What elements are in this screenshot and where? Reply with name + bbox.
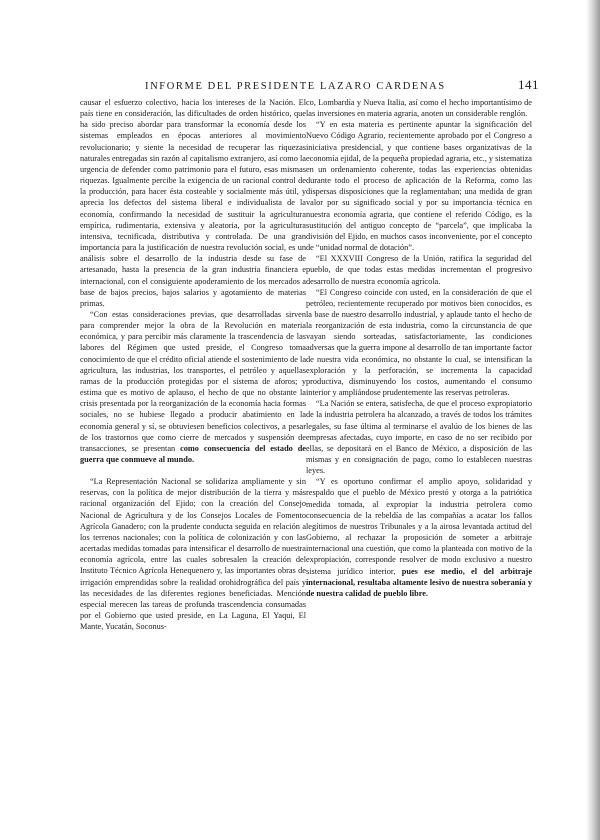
paragraph: “La Representación Nacional se solidariza ampliamente y sin reservas, con la política de mejor distribución de la tierra y más racional organización del Ejido; con la creación del Consejo Nacional de Agricultura y de los Consejos Locales de Fomento Agrícola Ganadero; con la prudente conducta seguida en relación a los terrenos nacionales; con la política de colonización y con las acertadas medidas tomadas para intensificar el desarrollo de nuestra economía agrícola, entre las cuales sobresalen la creación del Instituto Técnico Agrícola Henequenero y, las importantes obras de irrigación emprendidas sobre la realidad orohidrográfica del país y las necesidades de las diferentes regiones beneficiadas. Mención especial merecen las tareas de profunda trascendencia consumadas por el Gobierno que usted preside, en La Laguna, El Yaqui, El Mante, Yucatán, Soconus- (80, 477, 306, 632)
paragraph-bold-text: como consecuencia del estado de guerra que conmueve al mundo. (80, 443, 306, 464)
paragraph-bold-text: pues ese medio, el del arbitraje internacional, resultaba altamente lesivo de nuestra soberanía y de nuestra calidad de pueblo libre. (306, 566, 532, 598)
left-column (80, 97, 306, 632)
paragraph: “Y en esta materia es pertinente apuntar la significación del Nuevo Código Agrario, recientemente aprobado por el Congreso a iniciativa presidencial, y que contiene bases organizativas de la economía ejidal, de la pequeña propiedad agraria, etc., y sistematiza en un ordenamiento coherente, todas las experiencias obtenidas durante todo el proceso de aplicación de la Reforma, como las dispersas disposiciones que la reglamentaban; una medida de gran valor por su significado social y por su importancia técnica en nuestra economía agraria, que contiene el referido Código, es la sustitución del antiguo concepto de “parcela”, que implicaba la división del Ejido, en muchos casos inconveniente, por el concepto de “unidad normal de dotación”. (306, 120, 532, 253)
paragraph: “El Congreso coincide con usted, en la consideración de que el petróleo, recientemente recuperado por motivos bien conocidos, es la base de nuestro desarrollo industrial, y aplaude tanto el hecho de la reorganización de esta industria, como la circunstancia de que vayan siendo sorteadas, satisfactoriamente, las condiciones adversas que la guerra impone al desarrollo de tan importante factor de nuestra vida económica, no obstante lo cual, se intensifican la exploración y la perforación, se incrementa la capacidad productiva, disminuyendo los costos, aumentando el consumo interior y ampliándose prudentemente las reservas petroleras. (306, 287, 532, 398)
paragraph: “El XXXVIII Congreso de la Unión, ratifica la seguridad del pueblo, de que todas estas medidas incrementan el progresivo desarrollo de nuestra economía agrícola. (306, 254, 532, 286)
paragraph-text: “Y es oportuno confirmar el amplio apoyo, solidaridad y respaldo que el pueblo de México prestó y otorga a la patriótica medida tomada, al expropiar la industria petrolera como consecuencia de la rebeldía de las compañías a acatar los fallos legítimos de nuestros Tribunales y a la airosa levantada actitud del Gobierno, al rechazar la proposición de someter a arbitraje internacional una cuestión, que como la planteada con motivo de la expropiación, corresponde resolver de modo exclusivo a nuestro sistema jurídico interior, (306, 477, 532, 576)
paragraph: co, Lombardía y Nueva Italia, así como el hecho importantísimo de las inversiones en materia agraria, anoten un considerable renglón. (306, 98, 532, 119)
right-column (306, 97, 532, 599)
paragraph-text: “Con estas consideraciones previas, que desarrolladas sirven para comprender mejor la obra de la Revolución en materia económica, y para percibir más claramente la trascendencia de las labores del Régimen que usted preside, el Congreso toma conocimiento de que el crédito oficial atiende el sostenimiento de la agricultura, las industrias, los transportes, el petróleo y aquellas ramas de la producción protegidas por el sistema de aforos; y estima que es motivo de aplauso, el hecho de que no obstante la crisis presentada por la reorganización de la economía hacia formas sociales, no se hubiese llegado a producir abatimiento en la economía general y sí, se obtuviesen beneficios colectivos, a pesar de los trastornos que como cierre de mercados y suspensión de transacciones, se presentan (80, 309, 306, 453)
scan-edge-shadow (586, 0, 600, 840)
running-title: INFORME DEL PRESIDENTE LAZARO CARDENAS (145, 81, 446, 92)
paragraph: “La Nación se entera, satisfecha, de que el proceso expropiatorio de la industria petrolera ha alcanzado, a través de todos los trámites legales, su fase última al terminarse el avalúo de los bienes de las empresas afectadas, cuyo importe, en caso de no ser recibido por ellas, se depositará en el Banco de México, a disposición de las mismas y en consignación de pago, como lo establecen nuestras leyes. (306, 399, 532, 476)
paragraph (306, 476, 532, 599)
page-number: 141 (518, 77, 539, 92)
paragraph (80, 309, 306, 465)
paragraph: causar el esfuerzo colectivo, hacia los intereses de la Nación. El país tiene en consideración, las dificultades de orden histórico, que ha sido preciso abordar para transformar la economía desde los sistemas empleados en épocas anteriores al movimiento revolucionario; y siente la necesidad de recuperar las riquezas naturales entregadas sin razón al capitalismo extranjero, así como la urgencia de defender como patrimonio para el futuro, esas mismas riquezas. Igualmente percibe la exigencia de un racional control de la producción, para hacer ésta costeable y socialmente más útil, y aprecia los defectos del sistema liberal e individualista de la economía, confirmando la necesidad de sustituir la agricultura empírica, rudimentaria, extensiva y aleatoria, por la agricultura intensiva, tecnificada, distributiva y controlada. De una gran importancia para la justificación de nuestra revolución social, es un análisis sobre el desarrollo de la industria desde su fase de artesanado, hasta la presencia de la gran industria financiera e internacional, con el consiguiente apoderamiento de los mercados a base de bajos precios, bajos salarios y agotamiento de materias primas. (80, 98, 306, 308)
